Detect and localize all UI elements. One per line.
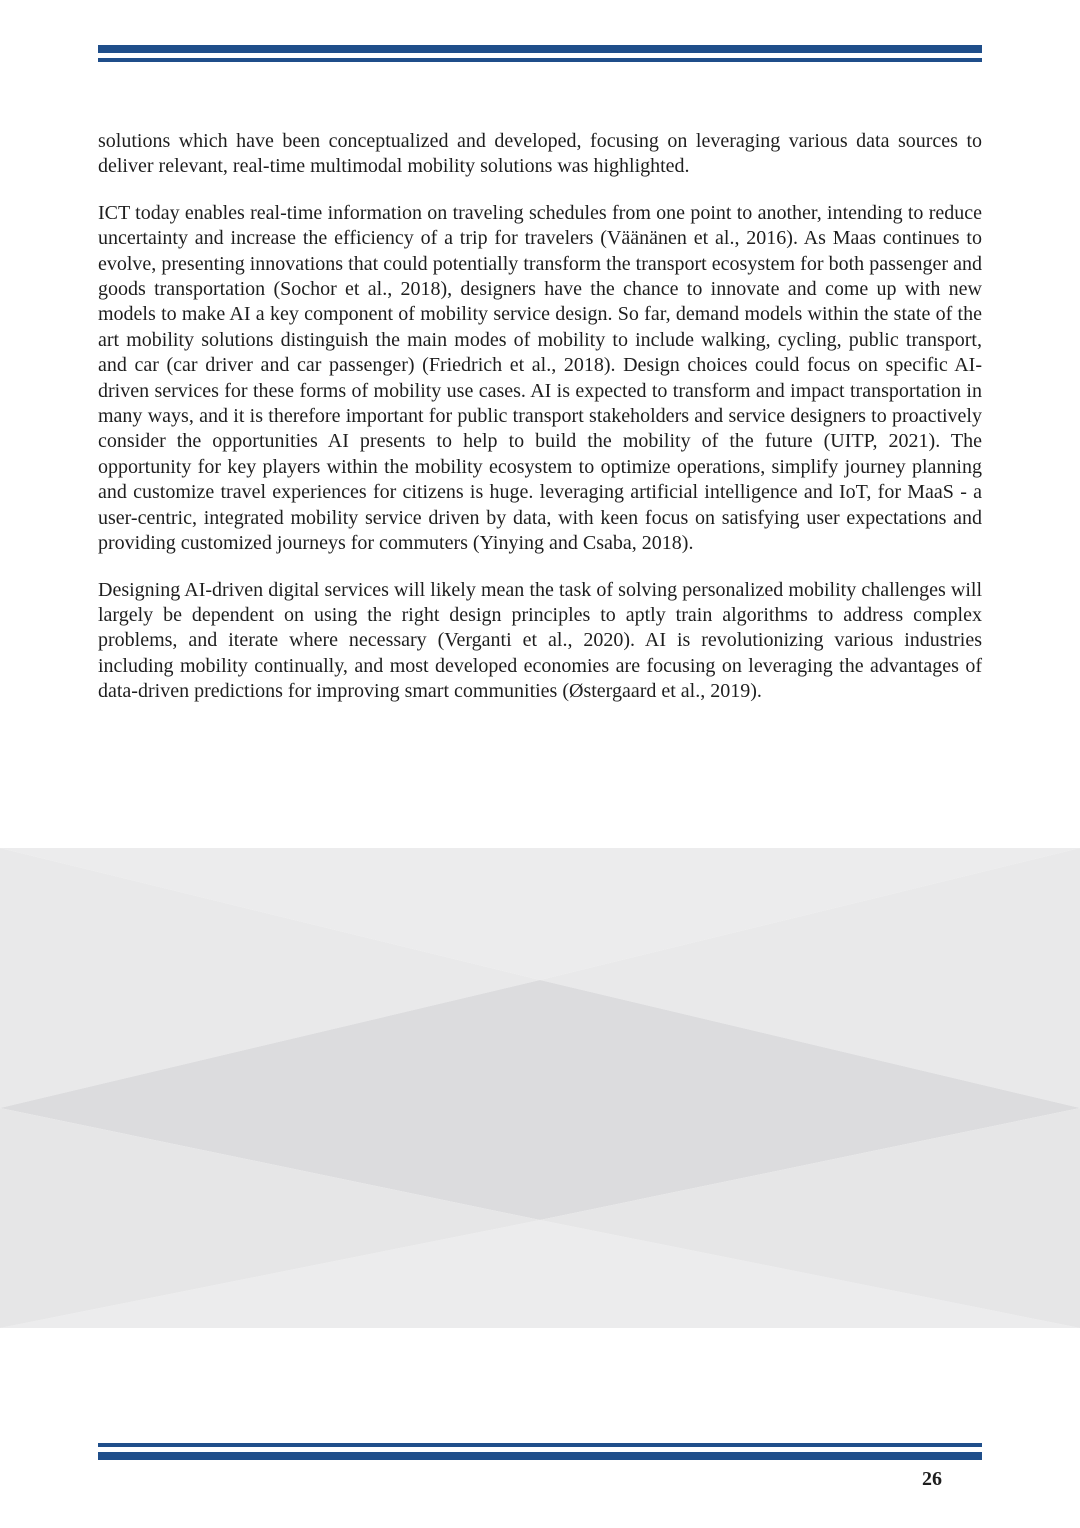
header-rule-thick — [98, 45, 982, 53]
page-number: 26 — [922, 1468, 942, 1490]
footer-rule-thin — [98, 1443, 982, 1447]
paragraph-2: ICT today enables real-time information on traveling schedules from one point to another, intending to reduce uncertainty and increase the efficiency of a trip for travelers (Väänänen et al., 2016). As Maas continues to evolve, presenting innovations that could potentially transform the transport ecosystem for both passenger and goods transportation (Sochor et al., 2018), designers have the chance to innovate and come up with new models to make AI a key component of mobility service design. So far, demand models within the state of the art mobility solutions distinguish the main modes of mobility to include walking, cycling, public transport, and car (car driver and car passenger) (Friedrich et al., 2018). Design choices could focus on specific AI-driven services for these forms of mobility use cases. AI is expected to transform and impact transportation in many ways, and it is therefore important for public transport stakeholders and service designers to proactively consider the opportunities AI presents to help to build the mobility of the future (UITP, 2021). The opportunity for key players within the mobility ecosystem to optimize operations, simplify journey planning and customize travel experiences for citizens is huge. leveraging artificial intelligence and IoT, for MaaS - a user-centric, integrated mobility service driven by data, with keen focus on satisfying user expectations and providing customized journeys for commuters (Yinying and Csaba, 2018). — [98, 201, 982, 555]
body-text — [98, 129, 982, 726]
footer-rule-thick — [98, 1452, 982, 1460]
header-rule-thin — [98, 58, 982, 62]
paragraph-1: solutions which have been conceptualized and developed, focusing on leveraging various data sources to deliver relevant, real-time multimodal mobility solutions was highlighted. — [98, 130, 982, 178]
decorative-background-graphic — [0, 840, 1080, 1340]
paragraph-3: Designing AI-driven digital services will likely mean the task of solving personalized mobility challenges will largely be dependent on using the right design principles to aptly train algorithms to address complex problems, and iterate where necessary (Verganti et al., 2020). AI is revolutionizing various industries including mobility continually, and most developed economies are focusing on leveraging the advantages of data-driven predictions for improving smart communities (Østergaard et al., 2019). — [98, 578, 982, 703]
